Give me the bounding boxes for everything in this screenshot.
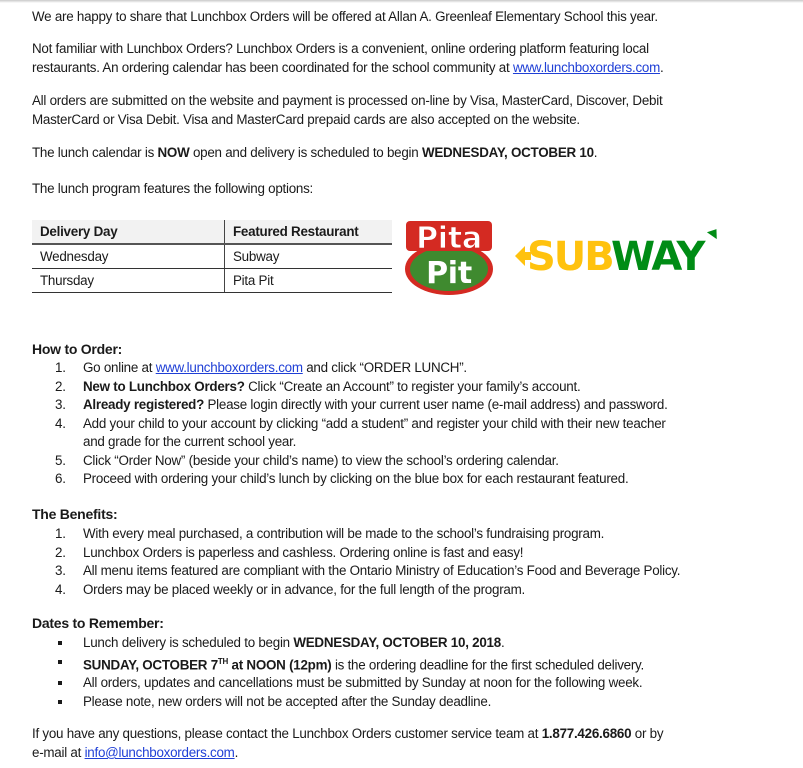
subway-logo bbox=[515, 228, 725, 276]
intro-paragraph-5 bbox=[32, 179, 313, 198]
list-item bbox=[32, 452, 668, 471]
list-item bbox=[32, 674, 644, 693]
subway-logo-word-way: WAY bbox=[611, 234, 704, 276]
dates-heading: Dates to Remember: bbox=[32, 615, 164, 631]
list-text: . bbox=[500, 635, 505, 650]
list-item bbox=[32, 378, 668, 397]
table-cell: Thursday bbox=[32, 269, 225, 293]
list-text: Go online at bbox=[83, 360, 156, 375]
list-bold-text: New to Lunchbox Orders? bbox=[83, 378, 245, 394]
contact-paragraph bbox=[32, 724, 663, 762]
delivery-schedule-table bbox=[32, 220, 392, 293]
intro-p4-now: NOW bbox=[157, 145, 190, 160]
intro-p4-pre: The lunch calendar is bbox=[32, 145, 158, 160]
list-bold-text: WEDNESDAY, OCTOBER 10, 2018 bbox=[293, 635, 501, 650]
contact-text: . bbox=[234, 745, 239, 760]
subway-logo-right-arrow bbox=[707, 228, 721, 239]
list-text: Lunch delivery is scheduled to begin bbox=[83, 635, 294, 650]
list-text: and grade for the current school year. bbox=[83, 434, 297, 449]
list-number: 5. bbox=[55, 452, 66, 468]
bullet-icon bbox=[58, 641, 62, 645]
bullet-icon bbox=[58, 681, 62, 685]
list-number: 3. bbox=[55, 397, 66, 412]
table-cell: Pita Pit bbox=[225, 269, 393, 293]
list-item bbox=[32, 581, 680, 600]
list-item bbox=[32, 544, 680, 563]
table-cell: Subway bbox=[225, 244, 393, 269]
intro-p1-text: We are happy to share that Lunchbox Orders will be offered at Allan A. Greenleaf Elementary School this year. bbox=[32, 9, 658, 24]
list-text: All menu items featured are compliant with the Ontario Ministry of Education’s Food and Beverage Policy. bbox=[83, 563, 681, 578]
how-to-order-heading: How to Order: bbox=[32, 341, 123, 357]
intro-paragraph-1 bbox=[32, 7, 658, 26]
list-text: and click “ORDER LUNCH”. bbox=[302, 360, 467, 375]
list-text: is the ordering deadline for the first scheduled delivery. bbox=[331, 656, 644, 672]
list-item bbox=[32, 525, 680, 544]
intro-p4-mid: open and delivery is scheduled to begin bbox=[189, 145, 422, 160]
page-top-edge bbox=[0, 0, 803, 3]
list-number: 2. bbox=[55, 378, 66, 394]
intro-paragraph-2 bbox=[32, 39, 664, 77]
intro-p3-line2: MasterCard or Visa Debit. Visa and MasterCard prepaid cards are also accepted on the website. bbox=[32, 112, 580, 127]
list-item bbox=[32, 470, 668, 489]
intro-p4-date: WEDNESDAY, OCTOBER 10 bbox=[421, 145, 594, 160]
benefits-heading: The Benefits: bbox=[32, 506, 118, 522]
list-bold-text: SUNDAY, OCTOBER 7 bbox=[83, 656, 218, 672]
intro-p2-line2: restaurants. An ordering calendar has been coordinated for the school community at bbox=[32, 60, 513, 75]
list-text: All orders, updates and cancellations must be submitted by Sunday at noon for the following week. bbox=[83, 675, 643, 691]
intro-p2-period: . bbox=[660, 60, 664, 75]
list-item bbox=[32, 359, 668, 378]
dates-list bbox=[32, 634, 644, 711]
list-number: 4. bbox=[55, 415, 66, 431]
list-number: 3. bbox=[55, 563, 66, 578]
list-bold-text: Already registered? bbox=[83, 397, 205, 412]
bullet-icon bbox=[58, 700, 62, 704]
list-number: 2. bbox=[55, 544, 66, 560]
table-row bbox=[32, 269, 392, 293]
pita-pit-logo-word-pit: Pit bbox=[426, 256, 472, 291]
list-number: 4. bbox=[55, 581, 66, 597]
superscript-th: TH bbox=[217, 656, 229, 666]
list-text: Orders may be placed weekly or in advance, for the full length of the program. bbox=[83, 581, 525, 597]
list-text: Click “Create an Account” to register your family’s account. bbox=[244, 378, 581, 394]
contact-phone: 1.877.426.6860 bbox=[541, 726, 632, 741]
how-to-order-list bbox=[32, 359, 668, 489]
intro-p3-line1: All orders are submitted on the website and payment is processed on-line by Visa, MasterCard, Discover, Debit bbox=[32, 93, 663, 108]
pita-pit-logo-word-pita: Pita bbox=[416, 221, 482, 256]
list-text: Please note, new orders will not be accepted after the Sunday deadline. bbox=[83, 693, 492, 709]
intro-p5-text: The lunch program features the following options: bbox=[32, 181, 314, 196]
intro-p4-post: . bbox=[593, 145, 598, 160]
intro-paragraph-4 bbox=[32, 143, 597, 162]
benefits-list bbox=[32, 525, 680, 599]
email-link[interactable]: info@lunchboxorders.com bbox=[84, 745, 235, 760]
list-text: Click “Order Now” (beside your child’s name) to view the school’s ordering calendar. bbox=[83, 452, 559, 468]
pita-pit-logo bbox=[402, 219, 496, 296]
table-header-cell: Featured Restaurant bbox=[225, 220, 393, 244]
table-header-cell: Delivery Day bbox=[32, 220, 225, 244]
list-number: 1. bbox=[55, 526, 66, 541]
list-item bbox=[32, 693, 644, 712]
intro-p2-line1: Not familiar with Lunchbox Orders? Lunchbox Orders is a convenient, online ordering platform featuring local bbox=[32, 41, 649, 56]
list-item bbox=[32, 396, 668, 415]
list-number: 6. bbox=[55, 471, 66, 486]
list-text: Lunchbox Orders is paperless and cashless. Ordering online is fast and easy! bbox=[83, 544, 524, 560]
table-cell: Wednesday bbox=[32, 244, 225, 269]
list-item bbox=[32, 562, 680, 581]
list-bold-text: at NOON (12pm) bbox=[228, 656, 332, 672]
contact-text: If you have any questions, please contact the Lunchbox Orders customer service team at bbox=[32, 726, 542, 741]
website-link[interactable]: www.lunchboxorders.com bbox=[512, 60, 661, 75]
list-item bbox=[32, 634, 644, 653]
list-text: Please login directly with your current user name (e-mail address) and password. bbox=[204, 397, 668, 412]
list-number: 1. bbox=[55, 360, 66, 375]
list-item bbox=[32, 653, 644, 675]
intro-paragraph-3 bbox=[32, 91, 662, 129]
list-text: Proceed with ordering your child’s lunch by clicking on the blue box for each restaurant featured. bbox=[83, 471, 629, 486]
subway-logo-word-sub: SUB bbox=[527, 234, 613, 276]
contact-text: e-mail at bbox=[32, 745, 85, 760]
contact-text: or by bbox=[631, 726, 664, 741]
list-text: Add your child to your account by clicking “add a student” and register your child with their new teacher bbox=[83, 415, 666, 431]
order-website-link[interactable]: www.lunchboxorders.com bbox=[155, 360, 303, 375]
table-row bbox=[32, 244, 392, 269]
list-item bbox=[32, 415, 668, 452]
bullet-icon bbox=[58, 660, 62, 664]
table-header-row bbox=[32, 220, 392, 244]
list-text: With every meal purchased, a contribution will be made to the school’s fundraising program. bbox=[83, 526, 605, 541]
